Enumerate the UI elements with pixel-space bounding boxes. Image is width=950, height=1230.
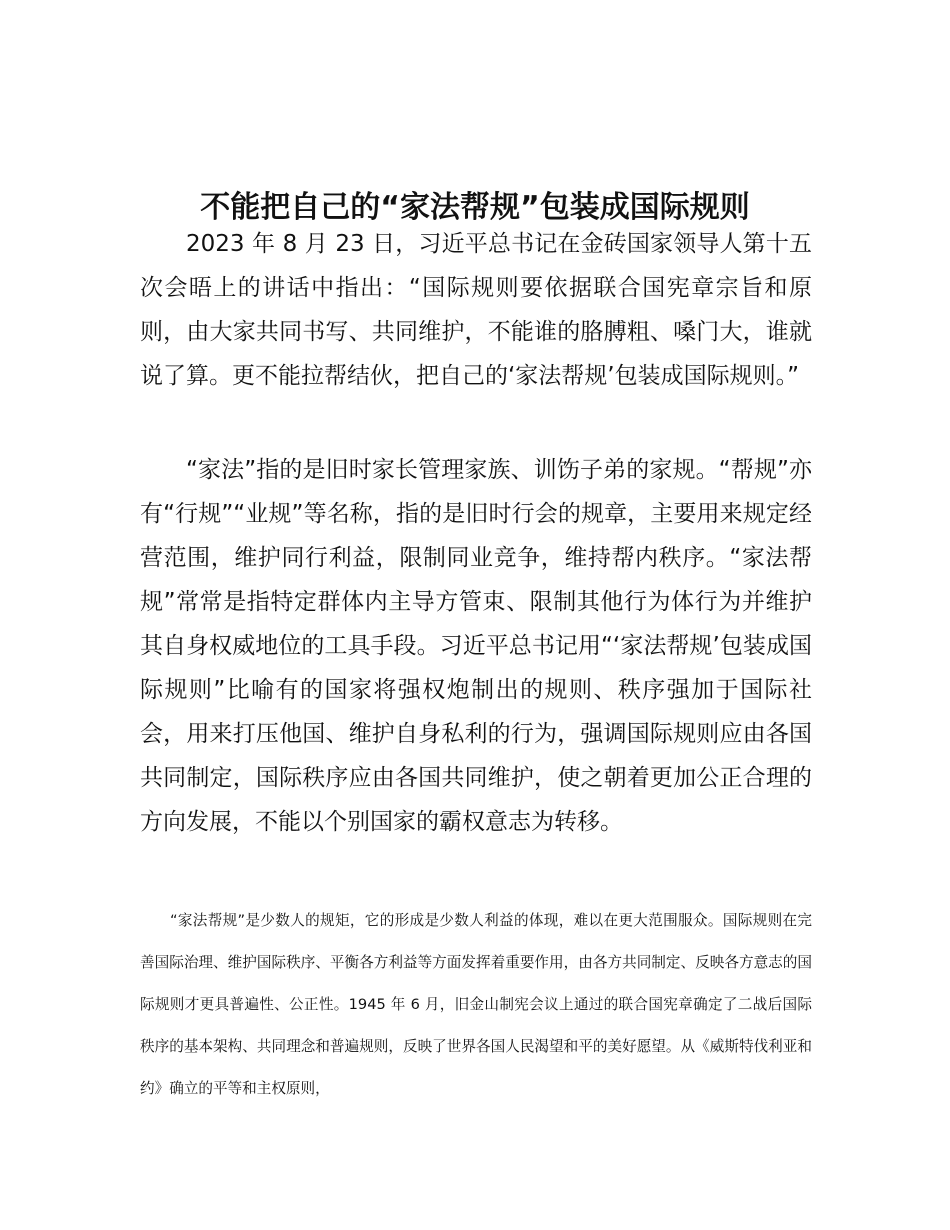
paragraph-3: “家法帮规”是少数人的规矩，它的形成是少数人利益的体现，难以在更大范围服众。国际规则在完善国际治理、维护国际秩序、平衡各方利益等方面发挥着重要作用，由各方共同制定、反映各方意志的国际规则才更具普遍性、公正性。1945 年 6 月，旧金山制宪会议上通过的联合国宪章确定了二战后国际秩序的基本架构、共同理念和普遍规则，反映了世界各国人民渴望和平的美好愿望。从《威斯特伐利亚和约》确立的平等和主权原则， [140, 912, 812, 1097]
paragraph-2: “家法”指的是旧时家长管理家族、训饬子弟的家规。“帮规”亦有“行规”“业规”等名称，指的是旧时行会的规章，主要用来规定经营范围，维护同行利益，限制同业竞争，维持帮内秩序。“家法帮规”常常是指特定群体内主导方管束、限制其他行为体行为并维护其自身权威地位的工具手段。习近平总书记用“‘家法帮规’包装成国际规则”比喻有的国家将强权炮制出的规则、秩序强加于国际社会，用来打压他国、维护自身私利的行为，强调国际规则应由各国共同制定，国际秩序应由各国共同维护，使之朝着更加公正合理的方向发展，不能以个别国家的霸权意志为转移。 [140, 457, 812, 835]
document-title: 不能把自己的“家法帮规”包装成国际规则 [200, 190, 750, 226]
paragraph-1: 2023 年 8 月 23 日，习近平总书记在金砖国家领导人第十五次会晤上的讲话中指出：“国际规则要依据联合国宪章宗旨和原则，由大家共同书写、共同维护，不能谁的胳膊粗、嗓门大，谁就说了算。更不能拉帮结伙，把自己的‘家法帮规’包装成国际规则。” [140, 231, 812, 389]
